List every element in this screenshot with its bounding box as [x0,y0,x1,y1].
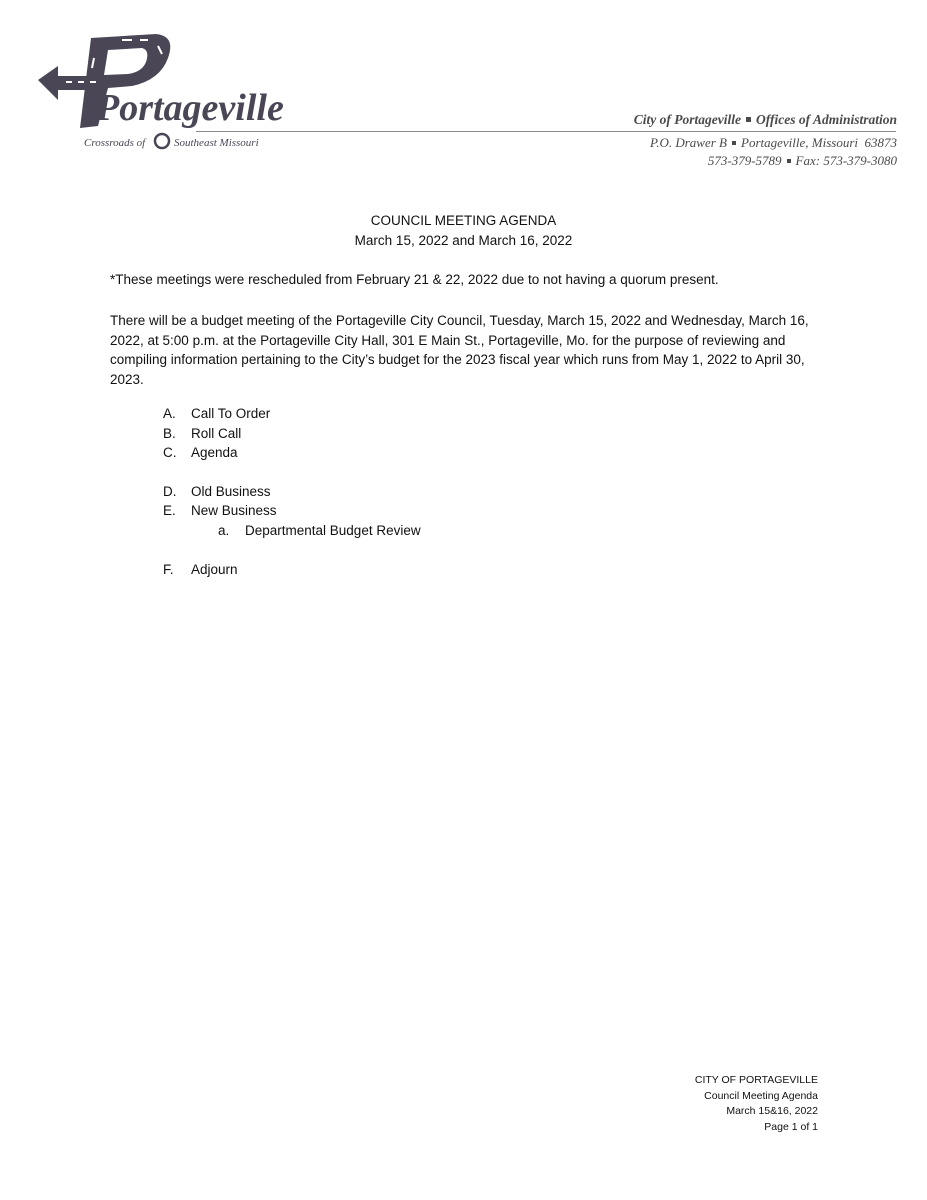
agenda-subitem-budget-review [218,523,421,538]
portageville-logo [36,28,286,153]
agenda-item-roll-call [163,426,241,441]
office-title [634,112,897,128]
subitem-letter: a. [218,523,230,538]
agenda-label: Agenda [191,445,238,460]
agenda-letter: A. [163,406,176,421]
agenda-letter: E. [163,503,176,518]
footer-doc: Council Meeting Agenda [704,1089,818,1102]
phone-number: 573-379-5789 [707,153,782,168]
office-phone [708,153,897,169]
agenda-item-call-to-order [163,406,270,421]
agenda-label: Adjourn [191,562,238,577]
agenda-letter: B. [163,426,176,441]
agenda-letter: D. [163,484,177,499]
office-dept: Offices of Administration [755,112,897,127]
office-city: City of Portageville [633,112,741,127]
bullet-separator-icon [746,117,751,122]
fax-number: Fax: 573-379-3080 [795,153,897,168]
footer-page: Page 1 of 1 [764,1120,818,1133]
office-address [650,135,897,151]
agenda-item-agenda [163,445,238,460]
agenda-label: New Business [191,503,277,518]
agenda-label: Roll Call [191,426,242,441]
subitem-label: Departmental Budget Review [245,523,421,538]
page-footer [695,1073,818,1135]
agenda-item-adjourn [163,562,238,577]
document-dates: March 15, 2022 and March 16, 2022 [354,233,573,248]
logo-tagline-left: Crossroads of [84,137,146,149]
address-city: Portageville, Missouri 63873 [741,135,897,150]
logo-wordmark: Portageville [96,87,284,129]
agenda-label: Call To Order [191,406,271,421]
agenda-item-new-business [163,503,277,518]
reschedule-note: *These meetings were rescheduled from February 21 & 22, 2022 due to not having a quorum present. [110,272,719,287]
bullet-separator-icon [732,141,736,145]
logo-tagline-right: Southeast Missouri [174,137,259,149]
agenda-label: Old Business [191,484,271,499]
agenda-letter: F. [163,562,174,577]
intro-paragraph: There will be a budget meeting of the Portageville City Council, Tuesday, March 15, 2022 and Wednesday, March 16, 2022, at 5:00 p.m. at the Portageville City Hall, 301 E Main St., Portageville, Mo. for the purpose of reviewing and compiling information pertaining to the City’s budget for the 2023 fiscal year which runs from May 1, 2022 to April 30, 2023. [110,313,809,387]
letterhead-rule [196,131,896,132]
agenda-letter: C. [163,445,177,460]
document-title: COUNCIL MEETING AGENDA [370,213,557,228]
footer-date: March 15&16, 2022 [726,1105,818,1117]
agenda-item-old-business [163,484,271,499]
address-po: P.O. Drawer B [649,135,727,150]
footer-org: CITY OF PORTAGEVILLE [694,1074,818,1086]
bullet-separator-icon [787,159,791,163]
